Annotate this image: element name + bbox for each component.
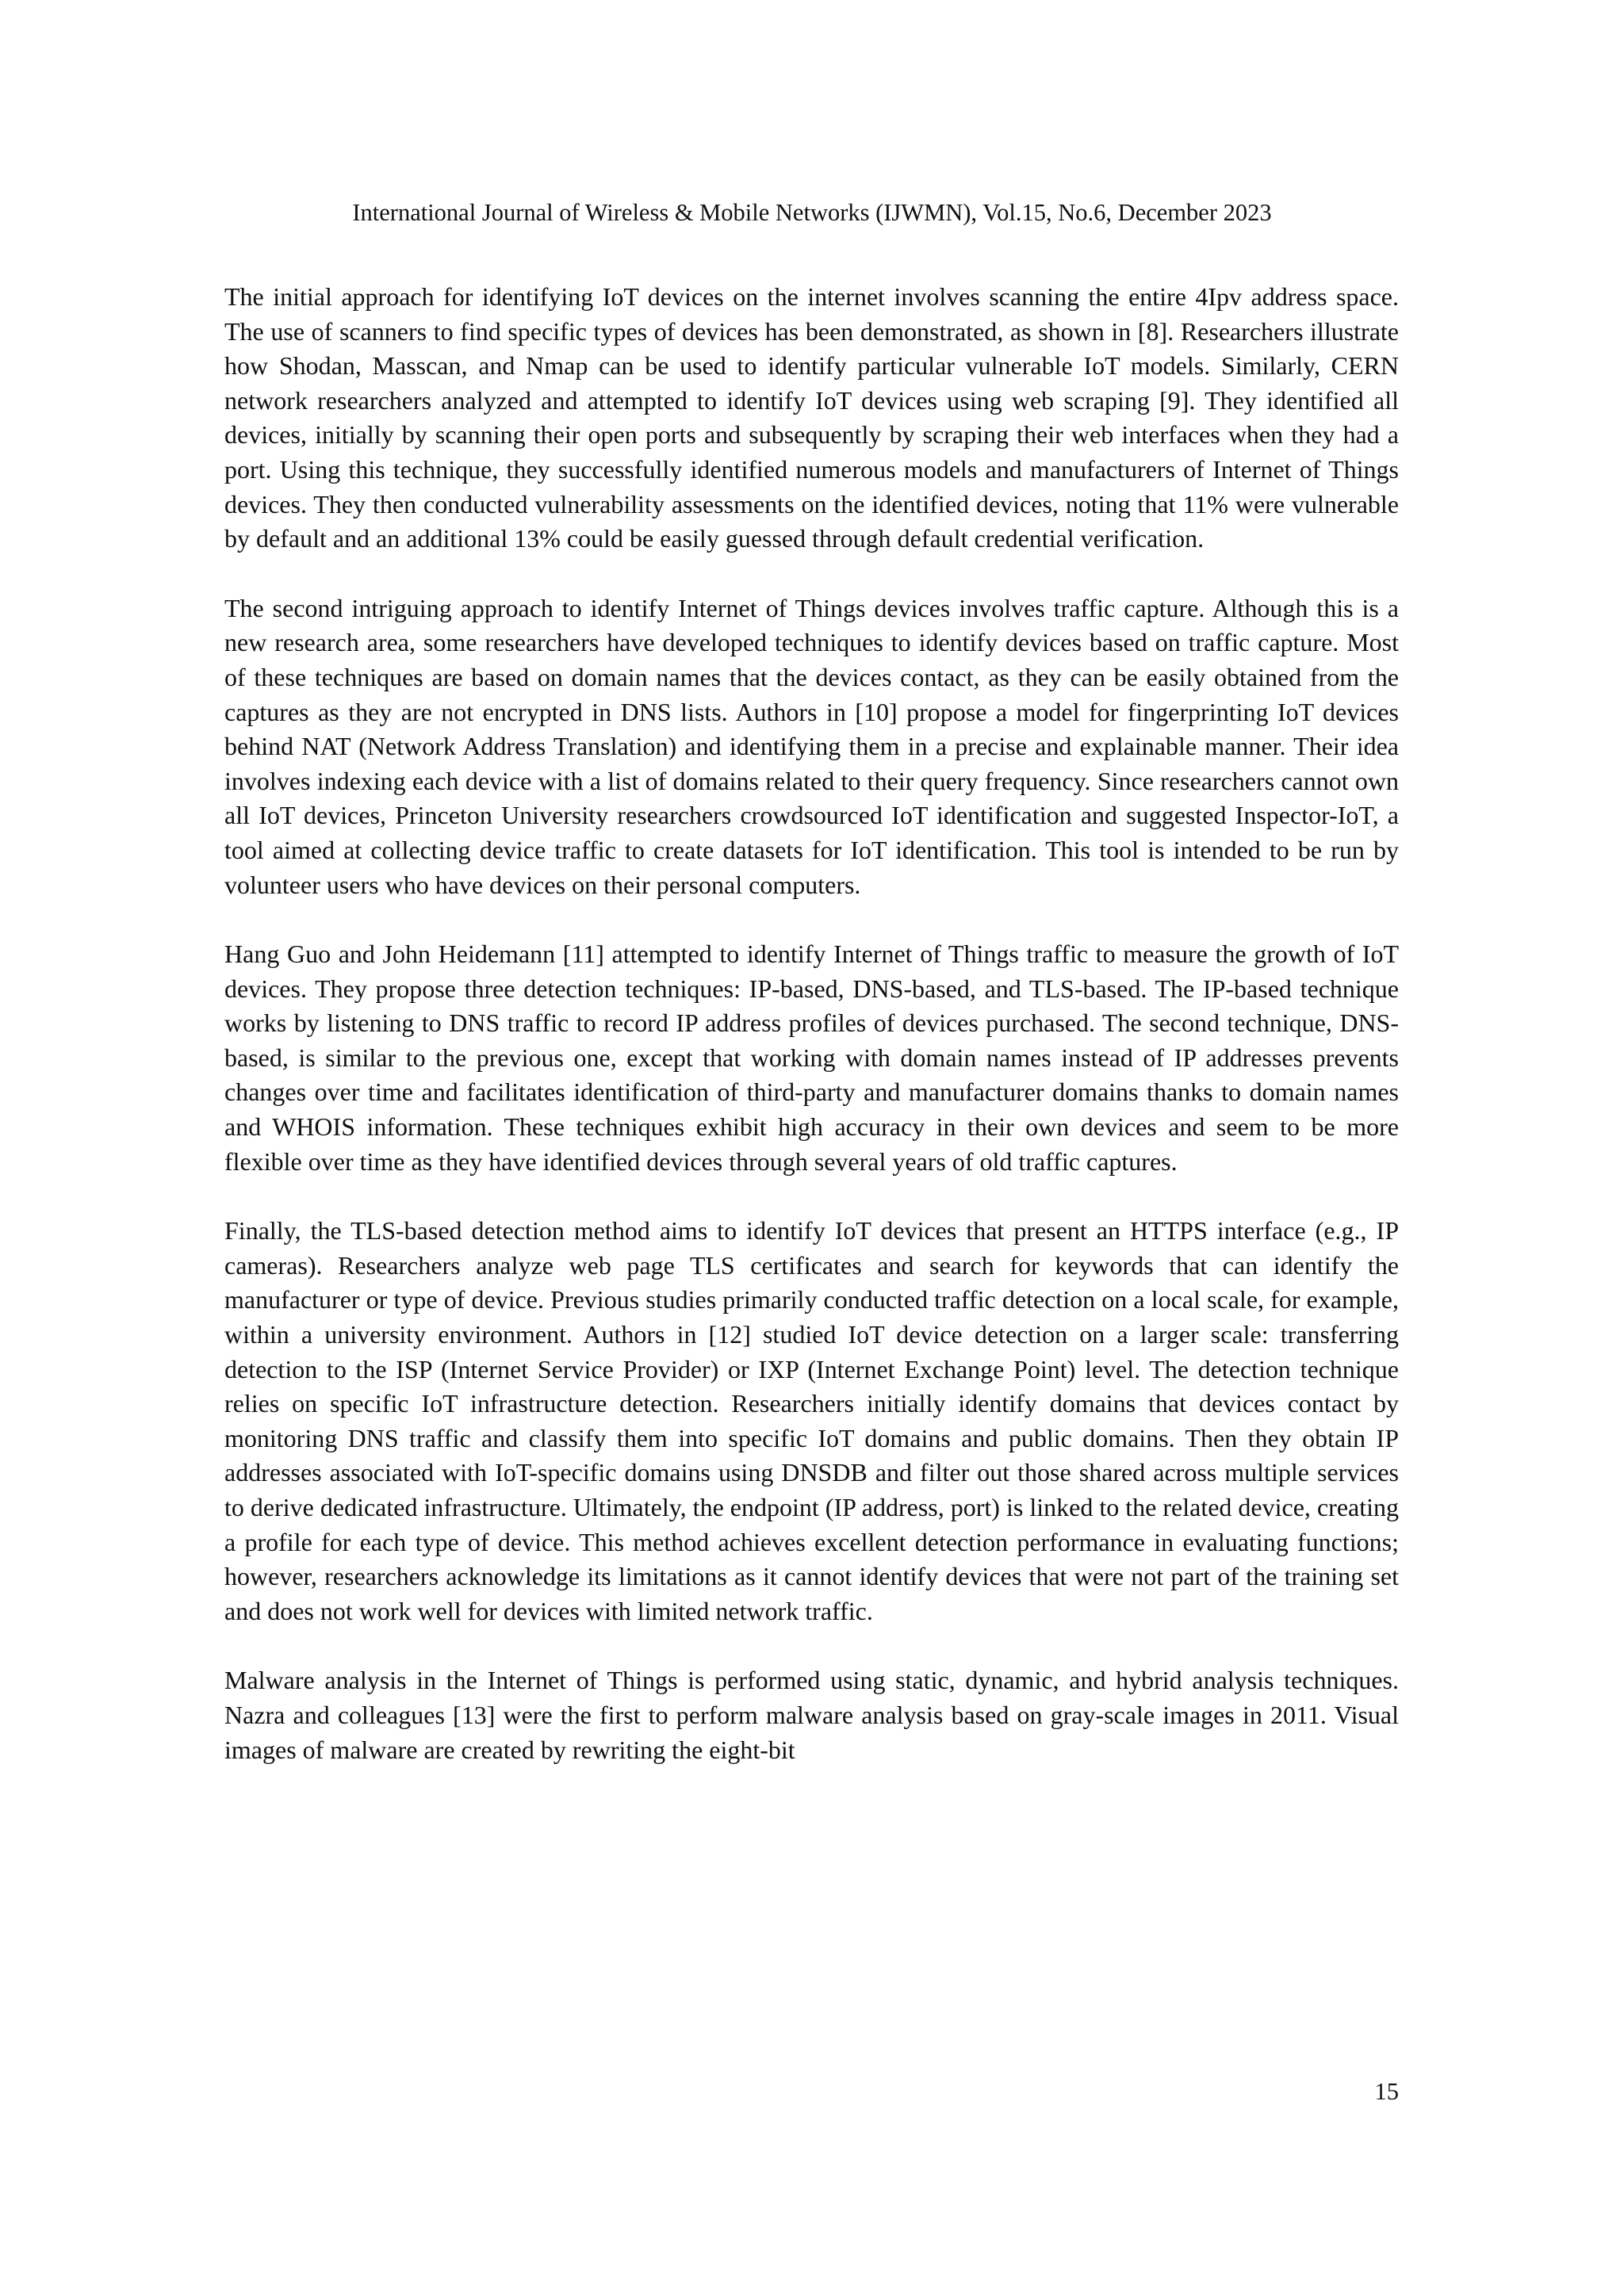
body-text <box>224 280 1399 1802</box>
paragraph-guo-heidemann: Hang Guo and John Heidemann [11] attempted to identify Internet of Things traffic to measure the growth of IoT devices. They propose three detection techniques: IP-based, DNS-based, and TLS-based. The IP-based technique works by listening to DNS traffic to record IP address profiles of devices purchased. The second technique, DNS-based, is similar to the previous one, except that working with domain names instead of IP addresses prevents changes over time and facilitates identification of third-party and manufacturer domains thanks to domain names and WHOIS information. These techniques exhibit high accuracy in their own devices and seem to be more flexible over time as they have identified devices through several years of old traffic captures. <box>224 939 1399 1176</box>
paragraph-iot-scanning: The initial approach for identifying IoT devices on the internet involves scanning the entire 4Ipv address space. The use of scanners to find specific types of devices has been demonstrated, as shown in [8]. Researchers illustrate how Shodan, Masscan, and Nmap can be used to identify particular vulnerable IoT models. Similarly, CERN network researchers analyzed and attempted to identify IoT devices using web scraping [9]. They identified all devices, initially by scanning their open ports and subsequently by scraping their web interfaces when they had a port. Using this technique, they successfully identified numerous models and manufacturers of Internet of Things devices. They then conducted vulnerability assessments on the identified devices, noting that 11% were vulnerable by default and an additional 13% could be easily guessed through default credential verification. <box>224 282 1399 553</box>
page-number: 15 <box>1374 2078 1399 2105</box>
paragraph-malware-analysis: Malware analysis in the Internet of Things is performed using static, dynamic, and hybrid analysis techniques. Nazra and colleagues [13] were the first to perform malware analysis based on gray-scale images in 2011. Visual images of malware are created by rewriting the eight-bit <box>224 1666 1399 1764</box>
paragraph-tls-detection: Finally, the TLS-based detection method aims to identify IoT devices that present an HTTPS interface (e.g., IP cameras). Researchers analyze web page TLS certificates and search for keywords that can identify the manufacturer or type of device. Previous studies primarily conducted traffic detection on a local scale, for example, within a university environment. Authors in [12] studied IoT device detection on a larger scale: transferring detection to the ISP (Internet Service Provider) or IXP (Internet Exchange Point) level. The detection technique relies on specific IoT infrastructure detection. Researchers initially identify domains that devices contact by monitoring DNS traffic and classify them into specific IoT domains and public domains. Then they obtain IP addresses associated with IoT-specific domains using DNSDB and filter out those shared across multiple services to derive dedicated infrastructure. Ultimately, the endpoint (IP address, port) is linked to the related device, creating a profile for each type of device. This method achieves excellent detection performance in evaluating functions; however, researchers acknowledge its limitations as it cannot identify devices that were not part of the training set and does not work well for devices with limited network traffic. <box>224 1216 1399 1625</box>
paragraph-traffic-capture: The second intriguing approach to identify Internet of Things devices involves traffic capture. Although this is a new research area, some researchers have developed techniques to identify devices based on traffic capture. Most of these techniques are based on domain names that the devices contact, as they can be easily obtained from the captures as they are not encrypted in DNS lists. Authors in [10] propose a model for fingerprinting IoT devices behind NAT (Network Address Translation) and identifying them in a precise and explainable manner. Their idea involves indexing each device with a list of domains related to their query frequency. Since researchers cannot own all IoT devices, Princeton University researchers crowdsourced IoT identification and suggested Inspector-IoT, a tool aimed at collecting device traffic to create datasets for IoT identification. This tool is intended to be run by volunteer users who have devices on their personal computers. <box>224 593 1399 899</box>
running-header: International Journal of Wireless & Mobile Networks (IJWMN), Vol.15, No.6, December 2023 <box>352 199 1272 226</box>
